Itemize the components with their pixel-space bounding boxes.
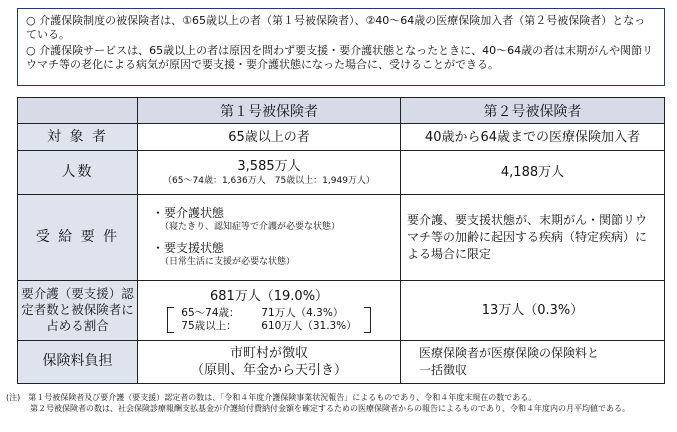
row-label-target: 対 象 者 (18, 124, 138, 151)
premium-second-line2: 一括徴収 (419, 362, 468, 377)
header-second-insured: 第２号被保険者 (401, 98, 665, 124)
ratio-age-65-74-value: 71万人（4.3%） (261, 306, 344, 319)
header-empty-cell (18, 98, 138, 124)
target-first: 65歳以上の者 (138, 124, 401, 151)
ratio-age-75plus-value: 610万人（31.3%） (261, 319, 357, 332)
benefit-support-needed: ・要支援状態 (152, 241, 225, 256)
ratio-first-breakdown (167, 307, 370, 333)
table-row-benefit (18, 194, 665, 281)
target-second: 40歳から64歳までの医療保険加入者 (401, 124, 665, 151)
count-second: 4,188万人 (401, 151, 665, 194)
ratio-second: 13万人（0.3%） (401, 281, 665, 340)
premium-second-line1: 医療保険者が医療保険の保険料と (419, 345, 600, 360)
footnotes (6, 392, 671, 414)
benefit-care-needed-note: （寝たきり、認知症等で介護が必要な状態） (160, 222, 341, 233)
count-first (138, 151, 401, 194)
ratio-first (138, 281, 401, 340)
row-label-premium: 保険料負担 (18, 340, 138, 383)
row-label-benefit: 受 給 要 件 (18, 194, 138, 281)
table-row-target (18, 124, 665, 151)
premium-first-line1: 市町村が徴収 (229, 345, 308, 361)
table-row-premium (18, 340, 665, 383)
insured-comparison-table (17, 97, 665, 384)
header-first-insured: 第１号被保険者 (138, 98, 401, 124)
intro-box (17, 8, 665, 86)
premium-first-line2: （原則、年金から天引き） (190, 362, 347, 378)
benefit-care-needed: ・要介護状態 (152, 206, 225, 221)
benefit-second: 要介護、要支援状態が、末期がん・関節リウマチ等の加齢に起因する疾病（特定疾病）による場合に限定 (401, 194, 665, 281)
row-label-ratio: 要介護（要支援）認定者数と被保険者に占める割合 (18, 281, 138, 340)
ratio-first-main: 681万人（19.0%） (209, 288, 329, 304)
count-first-main: 3,585万人 (237, 159, 301, 174)
row-label-count: 人数 (18, 151, 138, 194)
table-row-count (18, 151, 665, 194)
table-row-ratio (18, 281, 665, 340)
footnote-1: (注) 第１号被保険者及び要介護（要支援）認定者の数は、「令和４年度介護保険事業状況報告」によるものであり、令和４年度末現在の数である。 (6, 393, 537, 402)
ratio-age-75plus-label: 75歳以上： (181, 319, 237, 332)
intro-line-2: ○ 介護保険サービスは、65歳以上の者は原因を問わず要支援・要介護状態となったときに、40～64歳の者は末期がんや関節リウマチ等の老化による病気が原因で要支援・要介護状態になった場合に、受けることができる。 (26, 44, 654, 71)
benefit-first (138, 194, 401, 281)
premium-first (138, 340, 401, 383)
benefit-support-needed-note: （日常生活に支援が必要な状態） (160, 257, 296, 268)
intro-line-1: ○ 介護保険制度の被保険者は、①65歳以上の者（第１号被保険者）、②40～64歳の医療保険加入者（第２号被保険者）となっている。 (26, 14, 646, 41)
count-first-sub: （65～74歳：1,636万人 75歳以上：1,949万人） (163, 176, 375, 186)
ratio-age-65-74-label: 65～74歳： (181, 306, 240, 319)
premium-second (401, 340, 665, 383)
footnote-2: 第２号被保険者の数は、社会保険診療報酬支払基金が介護給付費納付金額を確定するための医療保険者からの報告によるものであり、令和４年度内の月平均値である。 (30, 404, 630, 413)
table-header-row (18, 98, 665, 124)
